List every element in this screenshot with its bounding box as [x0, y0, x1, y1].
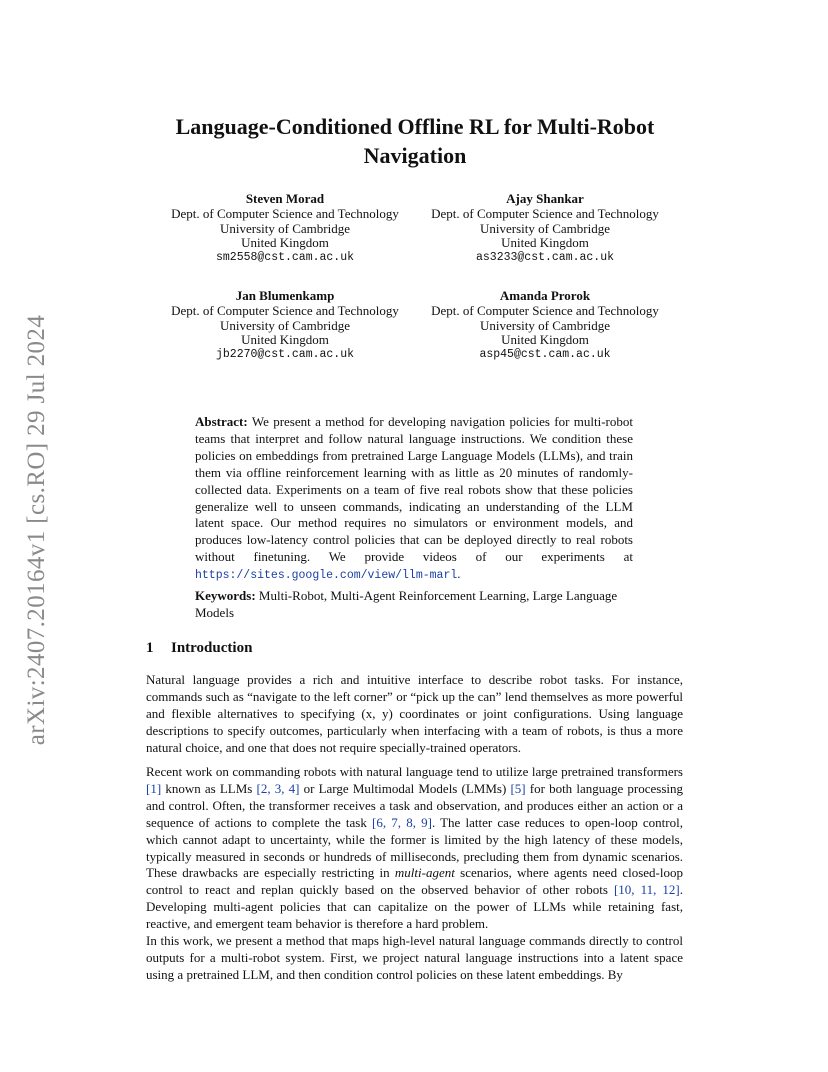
abstract-text: We present a method for developing navigation policies for multi-robot teams that interpret and follow natural language instructions. We condition these policies on embeddings from pretrained Large Language Models (LLMs), and train them via offline reinforcement learning with as little as 20 minutes of randomly-collected data. Experiments on a team of five real robots show that these policies generalize well to unseen commands, indicating an understanding of the LLM latent space. Our method requires no simulators or environment models, and produces low-latency control policies that can be deployed directly to real robots without finetuning. We provide videos of our experiments at — [195, 414, 633, 565]
text-run: for both language processing and control. Often, the transformer receives a task and observation, and produces either an action or a sequence of actions to complete the task — [146, 780, 683, 830]
abstract-label: Abstract: — [195, 414, 248, 429]
paper-title: Language-Conditioned Offline RL for Multi-Robot Navigation — [175, 114, 655, 168]
keywords-text: Multi-Robot, Multi-Agent Reinforcement Learning, Large Language Models — [195, 588, 618, 620]
text-run: or Large Multimodal Models (LMMs) — [299, 780, 511, 796]
project-url-link[interactable]: https://sites.google.com/view/llm-marl — [195, 569, 458, 583]
author-name: Amanda Prorok — [499, 288, 591, 303]
citation-link[interactable]: [2, 3, 4] — [256, 780, 300, 796]
author-university: University of Cambridge — [220, 317, 350, 333]
author-dept: Dept. of Computer Science and Technology — [431, 302, 659, 318]
author-university: University of Cambridge — [480, 220, 610, 236]
section-title: Introduction — [171, 640, 253, 656]
abstract-end: . — [457, 566, 461, 582]
section-heading — [146, 640, 252, 657]
author-university: University of Cambridge — [220, 220, 350, 236]
citation-link[interactable]: [10, 11, 12] — [613, 882, 680, 898]
author-name: Steven Morad — [245, 191, 325, 206]
arxiv-sidebar — [22, 295, 52, 765]
text-run: . The latter case reduces to open-loop control, which cannot adapt to uncertainty, while the former is limited by the high latency of these models, typically measured in seconds or hundreds of milliseconds, precluding them from dynamic scenarios. These drawbacks are especially restricting in — [146, 814, 683, 881]
author-block — [150, 192, 420, 266]
author-dept: Dept. of Computer Science and Technology — [171, 302, 399, 318]
intro-paragraph-2 — [146, 764, 683, 933]
intro-paragraph-3: In this work, we present a method that maps high-level natural language commands directly to control outputs for a multi-robot system. First, we project natural language instructions into a latent space using a pretrained LLM, and then condition control policies on these latent embeddings. By — [146, 933, 683, 982]
author-country: United Kingdom — [241, 235, 329, 251]
author-dept: Dept. of Computer Science and Technology — [171, 205, 399, 221]
author-country: United Kingdom — [241, 332, 329, 348]
emphasis: multi-agent — [394, 865, 455, 881]
text-run: Recent work on commanding robots with natural language tend to utilize large pretrained transformers — [146, 764, 683, 779]
abstract — [195, 414, 633, 585]
intro-paragraph-1: Natural language provides a rich and intuitive interface to describe robot tasks. For instance, commands such as “navigate to the left corner” or “pick up the can” lend themselves as more powerful and flexible alternatives to specifying (x, y) coordinates or joint configurations. Using language descriptions to specify outcomes, particularly when interfacing with a team of robots, is thus a more natural choice, and one that does not require specially-trained operators. — [146, 672, 683, 755]
citation-link[interactable]: [1] — [146, 780, 162, 796]
text-run: . Developing multi-agent policies that can capitalize on the power of LLMs while retaining fast, reactive, and emergent team behavior is therefore a hard problem. — [146, 882, 683, 932]
keywords — [195, 588, 633, 622]
citation-link[interactable]: [6, 7, 8, 9] — [372, 814, 432, 830]
author-name: Jan Blumenkamp — [235, 288, 335, 303]
citation-link[interactable]: [5] — [510, 780, 526, 796]
author-country: United Kingdom — [501, 235, 589, 251]
text-run: scenarios, where agents need closed-loop control to react and replan quickly based on the observed behavior of other robots — [146, 865, 683, 898]
text-run: known as LLMs — [161, 780, 257, 796]
author-dept: Dept. of Computer Science and Technology — [431, 205, 659, 221]
author-block — [410, 289, 680, 363]
author-email[interactable]: as3233@cst.cam.ac.uk — [475, 251, 615, 265]
author-email[interactable]: jb2270@cst.cam.ac.uk — [215, 348, 355, 362]
author-block — [410, 192, 680, 266]
author-email[interactable]: sm2558@cst.cam.ac.uk — [215, 251, 355, 265]
keywords-label: Keywords: — [195, 588, 256, 603]
arxiv-identifier: arXiv:2407.20164v1 [cs.RO] 29 Jul 2024 — [23, 314, 50, 746]
section-number: 1 — [146, 640, 154, 656]
author-university: University of Cambridge — [480, 317, 610, 333]
author-country: United Kingdom — [501, 332, 589, 348]
author-block — [150, 289, 420, 363]
author-email[interactable]: asp45@cst.cam.ac.uk — [479, 348, 611, 362]
author-name: Ajay Shankar — [506, 191, 584, 206]
